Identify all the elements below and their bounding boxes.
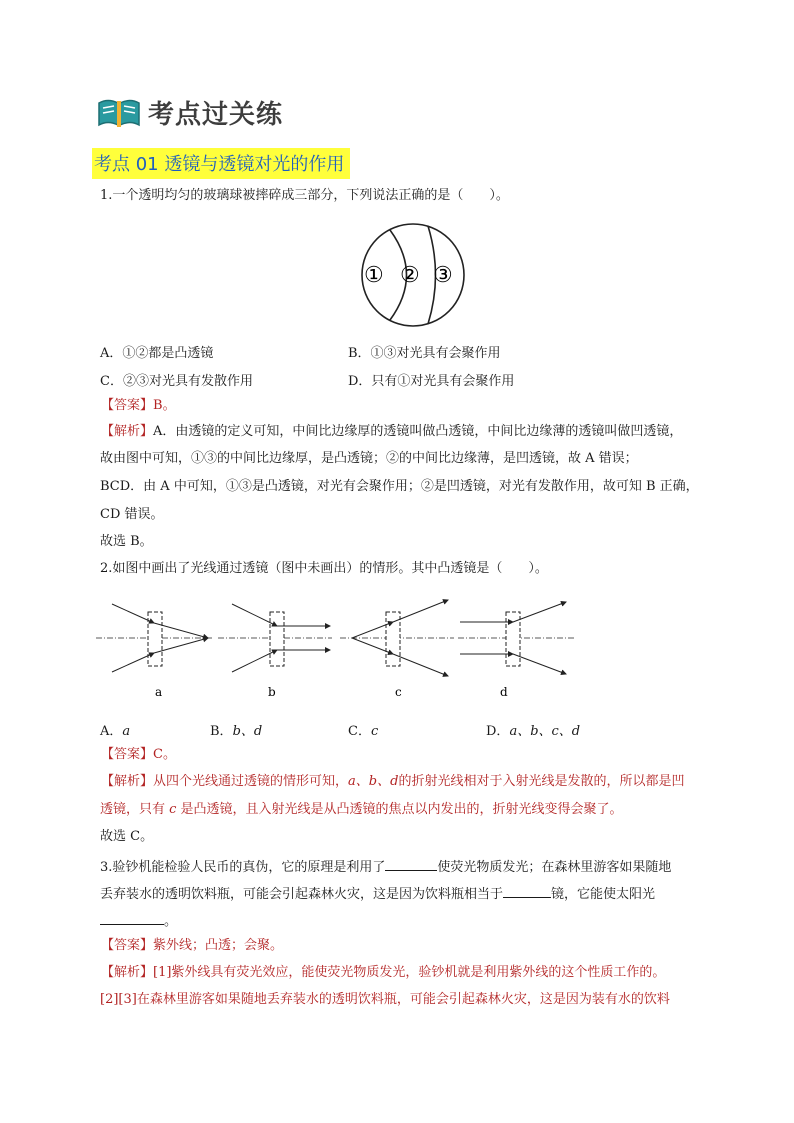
q1-glass-ball-figure	[358, 222, 468, 328]
q3-analysis-text-1: [1]紫外线具有荧光效应，能使荧光物质发光，验钞机就是利用紫外线的这个性质工作的。	[153, 965, 666, 980]
q2-option-a-value: a	[122, 724, 131, 739]
q1-analysis-label: 【解析】	[101, 424, 154, 439]
q1-conclusion: 故选 B。	[100, 534, 153, 549]
q2-option-c-value: c	[370, 724, 379, 739]
q2-option-d-value: a、b、c、d	[509, 724, 581, 739]
q2-analysis-text-1b: a、b、d	[348, 774, 399, 789]
q3-stem-line-1	[100, 856, 671, 877]
q1-option-b: B．①③对光具有会聚作用	[348, 346, 501, 361]
q1-stem: 1.一个透明均匀的玻璃球被摔碎成三部分，下列说法正确的是（ ）。	[100, 188, 509, 203]
q2-analysis-label: 【解析】	[101, 774, 154, 789]
q2-label-a: a	[155, 685, 163, 699]
q3-stem-text-1b: 使荧光物质发光；在森林里游客如果随地	[437, 860, 672, 875]
q1-answer-label: 【答案】	[101, 398, 154, 413]
q2-option-c-prefix: C．	[348, 724, 371, 739]
q3-stem-line-2	[100, 883, 655, 904]
q2-stem: 2.如图中画出了光线通过透镜（图中未画出）的情形。其中凸透镜是（ ）。	[100, 561, 548, 576]
q2-lens-figure	[96, 592, 576, 704]
q2-label-c: c	[395, 685, 402, 699]
q1-part-2: ②	[400, 263, 420, 288]
q2-option-a-prefix: A．	[100, 724, 123, 739]
page-header	[96, 92, 283, 132]
q1-answer	[101, 397, 176, 415]
q3-blank-2	[503, 883, 551, 898]
q2-option-c	[348, 720, 378, 739]
q2-option-b	[210, 720, 262, 739]
q2-analysis-text-1a: 从四个光线通过透镜的情形可知，	[153, 774, 349, 789]
header-title: 考点过关练	[148, 99, 284, 130]
q2-answer	[101, 746, 176, 764]
q3-blank-3	[100, 910, 164, 925]
q2-label-d: d	[500, 685, 508, 699]
q1-option-d: D．只有①对光具有会聚作用	[348, 374, 515, 389]
q2-label-b: b	[268, 685, 276, 699]
q3-blank-1	[385, 856, 437, 871]
q2-option-a	[100, 720, 130, 739]
q2-option-d-prefix: D．	[486, 724, 510, 739]
q3-answer-label: 【答案】	[101, 938, 154, 953]
q2-diagram-b	[218, 604, 332, 699]
q2-answer-label: 【答案】	[101, 747, 154, 762]
q3-analysis-line-2: [2][3]在森林里游客如果随地丢弃装水的透明饮料瓶，可能会引起森林火灾，这是因为装有水的饮料	[100, 992, 670, 1007]
q2-option-d	[486, 720, 580, 739]
q2-analysis-line-1	[101, 773, 684, 791]
q2-diagram-d	[458, 602, 574, 699]
q2-analysis-text-2b: c	[169, 802, 177, 817]
q1-answer-value: B。	[153, 398, 176, 413]
q3-stem-line-3	[100, 910, 177, 931]
q1-analysis-line-2: 故由图中可知，①③的中间比边缘厚，是凸透镜；②的中间比边缘薄，是凹透镜，故 A 错误；	[100, 451, 638, 466]
q2-conclusion: 故选 C。	[100, 829, 154, 844]
q3-answer-value: 紫外线；凸透；会聚。	[153, 938, 284, 953]
q1-analysis-text-1: A．由透镜的定义可知，中间比边缘厚的透镜叫做凸透镜，中间比边缘薄的透镜叫做凹透镜，	[153, 424, 683, 439]
q3-analysis-label: 【解析】	[101, 965, 154, 980]
q2-option-b-value: b、d	[232, 724, 263, 739]
q1-part-1: ①	[364, 263, 384, 288]
q2-diagram-c	[340, 600, 454, 699]
q1-analysis-line-3: BCD．由 A 中可知，①③是凸透镜，对光有会聚作用；②是凹透镜，对光有发散作用，故可知 B 正确，	[100, 479, 699, 494]
q3-stem-text-3: 。	[164, 914, 178, 929]
q1-option-c: C．②③对光具有发散作用	[100, 374, 253, 389]
q1-part-3: ③	[433, 263, 453, 288]
q2-analysis-text-1c: 的折射光线相对于入射光线是发散的，所以都是凹	[398, 774, 685, 789]
q3-answer	[101, 937, 283, 955]
q2-answer-value: C。	[153, 747, 176, 762]
book-icon	[96, 95, 142, 129]
q1-analysis-line-1	[101, 423, 682, 441]
q2-analysis-line-2	[100, 801, 623, 819]
q2-analysis-text-2a: 透镜，只有	[100, 802, 170, 817]
section-title: 考点 01 透镜与透镜对光的作用	[92, 148, 350, 179]
q2-option-b-prefix: B．	[210, 724, 233, 739]
q1-analysis-line-4: CD 错误。	[100, 507, 164, 522]
q1-option-a: A．①②都是凸透镜	[100, 346, 214, 361]
q2-diagram-a	[96, 604, 214, 699]
q3-stem-text-2b: 镜，它能使太阳光	[551, 887, 656, 902]
q2-analysis-text-2c: 是凸透镜，且入射光线是从凸透镜的焦点以内发出的，折射光线变得会聚了。	[176, 802, 623, 817]
q3-stem-text-1a: 3.验钞机能检验人民币的真伪，它的原理是利用了	[100, 860, 386, 875]
q3-stem-text-2a: 丢弃装水的透明饮料瓶，可能会引起森林火灾，这是因为饮料瓶相当于	[100, 887, 504, 902]
q3-analysis-line-1	[101, 964, 665, 982]
